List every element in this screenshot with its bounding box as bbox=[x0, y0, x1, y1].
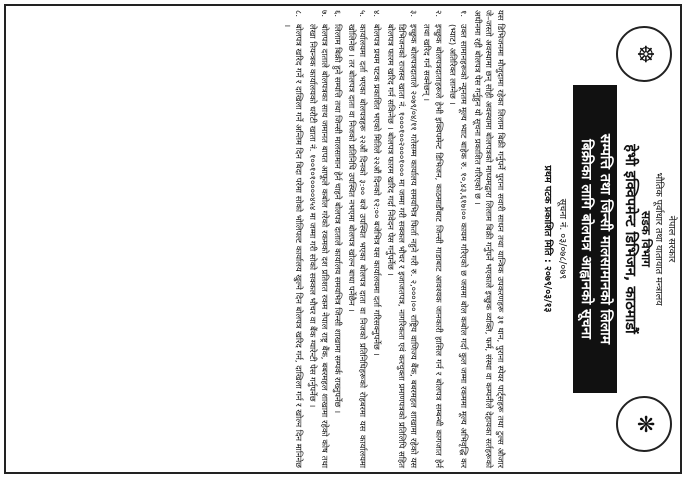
condition-text: बोलपत्र खरिद गर्ने र दाखिला गर्ने अन्तिम दिन बिदा परेमा सोको भोलिपल्ट कार्यालय खुल्ने दिन बोलपत्र खरिद गर्न, दाखिला गर्न र खोल्न दिन मानिनेछ । bbox=[282, 24, 305, 468]
condition-number: ४. bbox=[372, 10, 383, 17]
ministry-name: भौतिक पूर्वाधार तथा यातायात मन्त्रालय bbox=[653, 172, 664, 306]
condition-number: ५. bbox=[358, 10, 369, 17]
condition-text: इच्छुक बोलपत्रदाताहरूले हेभी इक्विपमेन्ट डिभिजन, काठमाडौंबाट जिन्सी गाडाबाट आवश्यक जानकारी हासिल गर्न र बोलपत्र सम्बन्धी कागजात हेर्न तथा खरिद गर्न सक्नेछन् । bbox=[422, 24, 445, 468]
department-seal-icon: ❋ bbox=[616, 396, 672, 452]
condition-number: ७. bbox=[319, 10, 330, 17]
condition-text: लिलाम बिक्री हुने सम्पत्ति तथा जिन्सी मालसामान हेर्न चाहने बोलपत्र दाताले कार्यालय समयभित्र जिन्सी शाखामा सम्पर्क राख्नुपर्नेछ । bbox=[333, 24, 344, 414]
condition-text: कार्यालयमा दर्ता भएका बोलपत्रहरू २२औं दिनको ३:०० बजे उपस्थित भएका बोलपत्र दाता वा निजको प्रतिनिधिहरूको रोहबरमा यस कार्यालयमा खोलिनेछ । तर बोलपत्र दाता वा निजको प्रतिनिधि उपस्थित नभएमा बोलपत्र खोल्न बाधा पर्नेछैन । bbox=[346, 24, 369, 468]
condition-number: ३. bbox=[408, 10, 419, 17]
department-name: सडक विभाग bbox=[639, 210, 653, 267]
notice-title-line2: बिक्रीका लागि बोलपत्र आह्वानको सूचना bbox=[578, 139, 594, 339]
condition-text: इच्छुक बोलपत्रदाताले २०७९/०४/११ गतेसम्म कार्यालय समयभित्र फिर्ता नहुने गरी रु. २,०००।०० राष्ट्रिय वाणिज्य बैंक, बबरमहल शाखामा रहेको यस डिभिजनको राजस्व खाता नं. १०००१००२०००१००० मा जम्मा गरी सक्कल भौचर र इजाजतपत्र, नागरिकता एवं करचुक्ता प्रमाणपत्रको प्रतिलिपि सहित बोलपत्र फारम खरिद गर्न सकिनेछ । बोलपत्र फारम खरिद गर्दा निवेदन पेस गर्नुपर्नेछ । bbox=[385, 24, 419, 468]
notice-header bbox=[508, 10, 678, 468]
government-emblem-icon: ☸ bbox=[616, 26, 672, 82]
notice-title-banner bbox=[573, 85, 617, 393]
condition-text: उक्त सामानहरूको न्यूनतम मूल्य भ्याट बाहेक रु. १०,४३,६१७।०० कायम गरिएको छ जसमा बोल कबोल गर्दा कुल जम्मा रकममा मूल्य अभिवृद्धि कर (भ्याट) अतिरिक्त लाग्नेछ । bbox=[447, 24, 470, 468]
condition-number: ८. bbox=[294, 10, 305, 17]
condition-number: ६. bbox=[333, 10, 344, 17]
condition-number: १. bbox=[459, 10, 470, 17]
condition-number: २. bbox=[434, 10, 445, 17]
condition-text: बोलपत्र दाताले बोलपत्रका साथ जमानत बापत आफूले कबोल गरेको रकमको दश प्रतिशत रकम नेपाल राष्ट्र बैंक, बबरमहल शाखामा रहेको कोष तथा लेखा नियन्त्रक कार्यालयको धरौटी खाता नं. १००१०१००००४५४ मा जम्मा गरी सोको सक्कल भौचर वा बैंक ग्यारेन्टी पेस गर्नुपर्नेछ । bbox=[308, 24, 330, 468]
government-name: नेपाल सरकार bbox=[666, 215, 677, 263]
division-name: हेभी इक्विपमेन्ट डिभिजन, काठमाडौं bbox=[622, 144, 638, 334]
publication-date: प्रथम पटक प्रकाशित मिति : २०७९/०३/१३ bbox=[542, 165, 553, 313]
notice-title-line1: सम्पत्ति तथा जिन्सी मालसामानको लिलाम bbox=[597, 133, 613, 345]
notice-reference: सूचना नं. ०३/०७८/०७९ bbox=[557, 198, 568, 280]
condition-text: बोलपत्र प्रथम पटक प्रकाशित भएको मितिले २२औं दिनको १२:०० बजेभित्र यस कार्यालयमा दर्ता गरिसक्नुपर्नेछ । bbox=[372, 24, 383, 356]
intro-paragraph: यस डिभिजनमा मौजुदामा रहेका लिलाम बिक्री गर्नुपर्ने पुराना सवारी साधन तथा यान्त्रिक उपकरणहरू ३१ थान, पुराना स्पेयर पार्ट्सहरू तथा टुल्स औजार जे–जस्तो अवस्थामा छन् सोही अवस्थामा बोलपत्रको माध्यमद्वारा लिलाम बिक्री गर्नुपर्ने भएकाले इच्छुक व्यक्ति, फर्म, संस्था वा कम्पनीले देहायका सर्तहरूको अधीनमा रही बोलपत्र पेस गर्नुहुन यो सूचना प्रकाशित गरिएको छ । bbox=[472, 10, 506, 468]
